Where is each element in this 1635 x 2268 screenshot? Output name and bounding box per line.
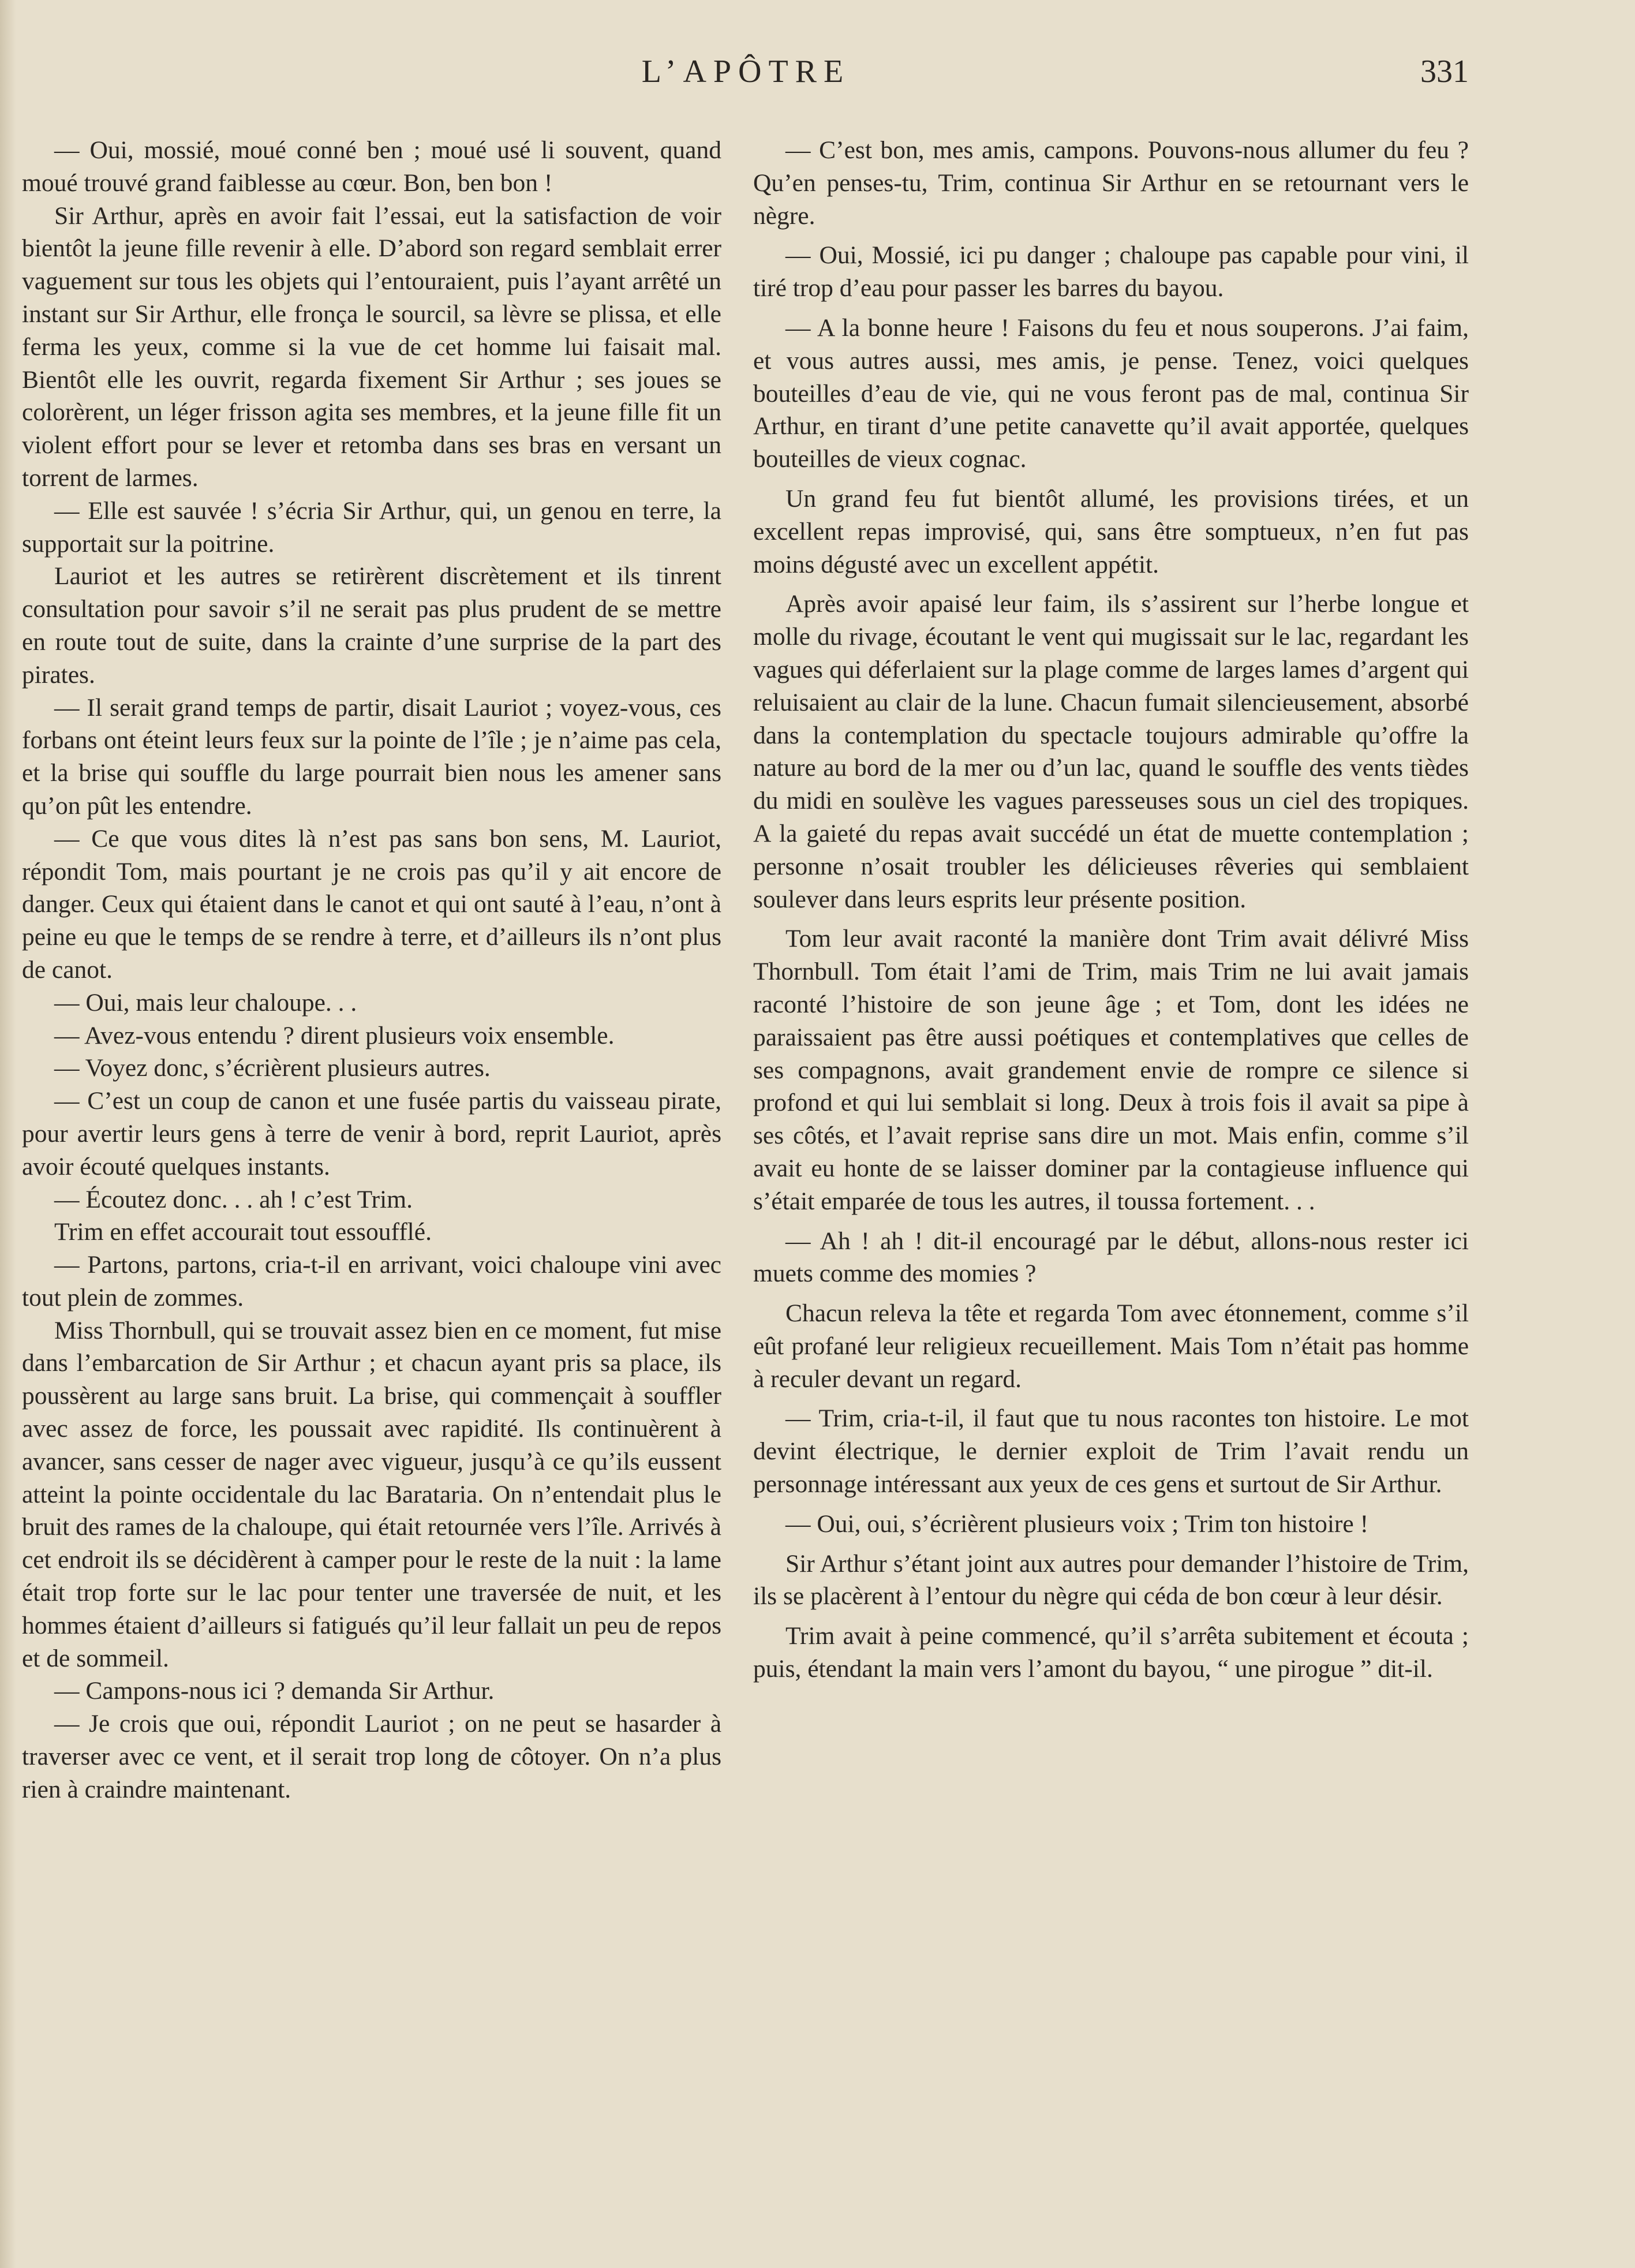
paragraph: — Oui, Mossié, ici pu danger ; chaloupe pas capable pour vini, il tiré trop d’eau pour passer les barres du bayou. xyxy=(753,241,1469,302)
paragraph: Sir Arthur s’étant joint aux autres pour demander l’histoire de Trim, ils se placèrent à l’entour du nègre qui céda de bon cœur à leur désir. xyxy=(753,1549,1469,1611)
paragraph: Sir Arthur, après en avoir fait l’essai, eut la satisfaction de voir bientôt la jeune fille revenir à elle. D’abord son regard semblait errer vaguement sur tous les objets qui l’entouraient, puis l’ayant arrêté un instant sur Sir Arthur, elle fronça le sourcil, sa lèvre se plissa, et elle ferma les yeux, comme si la vue de cet homme lui faisait mal. Bientôt elle les ouvrit, regarda fixement Sir Arthur ; ses joues se colorèrent, un léger frisson agita ses membres, et la jeune fille fit un violent effort pour se lever et retomba dans ses bras en versant un torrent de larmes. xyxy=(22,201,721,492)
paragraph: — Voyez donc, s’écrièrent plusieurs autres. xyxy=(54,1054,491,1082)
running-header xyxy=(23,53,1469,99)
paragraph: — C’est bon, mes amis, campons. Pouvons-nous allumer du feu ? Qu’en penses-tu, Trim, continua Sir Arthur en se retournant vers le nègre. xyxy=(753,136,1469,230)
paragraph: Trim avait à peine commencé, qu’il s’arrêta subitement et écouta ; puis, étendant la main vers l’amont du bayou, “ une pirogue ” dit-il. xyxy=(753,1622,1469,1683)
paragraph: — A la bonne heure ! Faisons du feu et nous souperons. J’ai faim, et vous autres aussi, mes amis, je pense. Tenez, voici quelques bouteilles d’eau de vie, qui ne vous feront pas de mal, continua Sir Arthur, en tirant d’une petite canavette qu’il avait apportée, quelques bouteilles de vieux cognac. xyxy=(753,313,1469,473)
paragraph: — Partons, partons, cria-t-il en arrivant, voici chaloupe vini avec tout plein de zommes. xyxy=(22,1251,721,1312)
paragraph: — Avez-vous entendu ? dirent plusieurs voix ensemble. xyxy=(54,1021,615,1049)
paragraph: Lauriot et les autres se retirèrent discrètement et ils tinrent consultation pour savoir s’il ne serait pas plus prudent de se mettre en route tout de suite, dans la crainte d’une surprise de la part des pirates. xyxy=(22,562,721,689)
page-number: 331 xyxy=(1420,54,1469,89)
paragraph: — Oui, mais leur chaloupe. . . xyxy=(54,988,357,1017)
paragraph: Trim en effet accourait tout essoufflé. xyxy=(54,1218,432,1246)
paragraph: Tom leur avait raconté la manière dont Trim avait délivré Miss Thornbull. Tom était l’ami de Trim, mais Trim ne lui avait jamais raconté l’histoire de son jeune âge ; et Tom, dont les idées ne paraissaient pas être aussi poétiques et contemplatives que celles de ses compagnons, avait grandement envie de rompre ce silence si profond et qui lui semblait si long. Deux à trois fois il avait sa pipe à ses côtés, et l’avait reprise sans dire un mot. Mais enfin, comme s’il avait eu honte de se laisser dominer par la contagieuse influence qui s’était emparée de tous les autres, il toussa fortement. . . xyxy=(753,925,1469,1215)
paragraph: — Oui, mossié, moué conné ben ; moué usé li souvent, quand moué trouvé grand faiblesse au cœur. Bon, ben bon ! xyxy=(22,136,721,197)
paragraph: — Ah ! ah ! dit-il encouragé par le début, allons-nous rester ici muets comme des momies ? xyxy=(753,1227,1469,1288)
paragraph: — Oui, oui, s’écrièrent plusieurs voix ; Trim ton histoire ! xyxy=(785,1509,1369,1538)
paragraph: — C’est un coup de canon et une fusée partis du vaisseau pirate, pour avertir leurs gens à terre de venir à bord, reprit Lauriot, après avoir écouté quelques instants. xyxy=(22,1087,721,1180)
paragraph: — Je crois que oui, répondit Lauriot ; on ne peut se hasarder à traverser avec ce vent, et il serait trop long de côtoyer. On n’a plus rien à craindre maintenant. xyxy=(22,1710,721,1803)
paragraph: Après avoir apaisé leur faim, ils s’assirent sur l’herbe longue et molle du rivage, écoutant le vent qui mugissait sur le lac, regardant les vagues qui déferlaient sur la plage comme de larges lames d’argent qui reluisaient au clair de la lune. Chacun fumait silencieusement, absorbé dans la contemplation du spectacle toujours admirable qu’offre la nature au bord de la mer ou d’un lac, quand le souffle des vents tièdes du midi en soulève les vagues paresseuses sous un ciel des tropiques. A la gaieté du repas avait succédé un état de muette contemplation ; personne n’osait troubler les délicieuses rêveries qui semblaient soulever dans leurs esprits leur présente position. xyxy=(753,590,1469,913)
paragraph: Miss Thornbull, qui se trouvait assez bien en ce moment, fut mise dans l’embarcation de Sir Arthur ; et chacun ayant pris sa place, ils poussèrent au large sans bruit. La brise, qui commençait à souffler avec assez de force, les poussait avec rapidité. Ils continuèrent à avancer, sans cesser de nager avec vigueur, jusqu’à ce qu’ils eussent atteint la pointe occidentale du lac Barataria. On n’entendait plus le bruit des rames de la chaloupe, qui était retournée vers l’île. Arrivés à cet endroit ils se décidèrent à camper pour le reste de la nuit : la lame était trop forte sur le lac pour tenter une traversée de nuit, et les hommes étaient d’ailleurs si fatigués qu’il leur fallait un peu de repos et de sommeil. xyxy=(22,1316,721,1672)
running-title: L’APÔTRE xyxy=(641,54,851,89)
paragraph: — Campons-nous ici ? demanda Sir Arthur. xyxy=(54,1677,495,1705)
left-column xyxy=(22,134,721,1806)
paragraph: — Elle est sauvée ! s’écria Sir Arthur, qui, un genou en terre, la supportait sur la poitrine. xyxy=(22,496,721,558)
paragraph: Un grand feu fut bientôt allumé, les provisions tirées, et un excellent repas improvisé, qui, sans être somptueux, n’en fut pas moins dégusté avec un excellent appétit. xyxy=(753,484,1469,578)
paragraph: — Il serait grand temps de partir, disait Lauriot ; voyez-vous, ces forbans ont éteint leurs feux sur la pointe de l’île ; je n’aime pas cela, et la brise qui souffle du large pourrait bien nous les amener sans qu’on pût les entendre. xyxy=(22,693,721,820)
paragraph: Chacun releva la tête et regarda Tom avec étonnement, comme s’il eût profané leur religieux recueillement. Mais Tom n’était pas homme à reculer devant un regard. xyxy=(753,1299,1469,1393)
page-edge xyxy=(0,0,16,2268)
paragraph: — Écoutez donc. . . ah ! c’est Trim. xyxy=(54,1185,413,1213)
paragraph: — Trim, cria-t-il, il faut que tu nous racontes ton histoire. Le mot devint électrique, le dernier exploit de Trim l’avait rendu un personnage intéressant aux yeux de ces gens et surtout de Sir Arthur. xyxy=(753,1404,1469,1499)
paragraph: — Ce que vous dites là n’est pas sans bon sens, M. Lauriot, répondit Tom, mais pourtant je ne crois pas qu’il y ait encore de danger. Ceux qui étaient dans le canot et qui ont sauté à l’eau, n’ont à peine eu que le temps de se rendre à terre, et d’ailleurs ils n’ont plus de canot. xyxy=(22,824,721,984)
right-column xyxy=(753,134,1469,1686)
